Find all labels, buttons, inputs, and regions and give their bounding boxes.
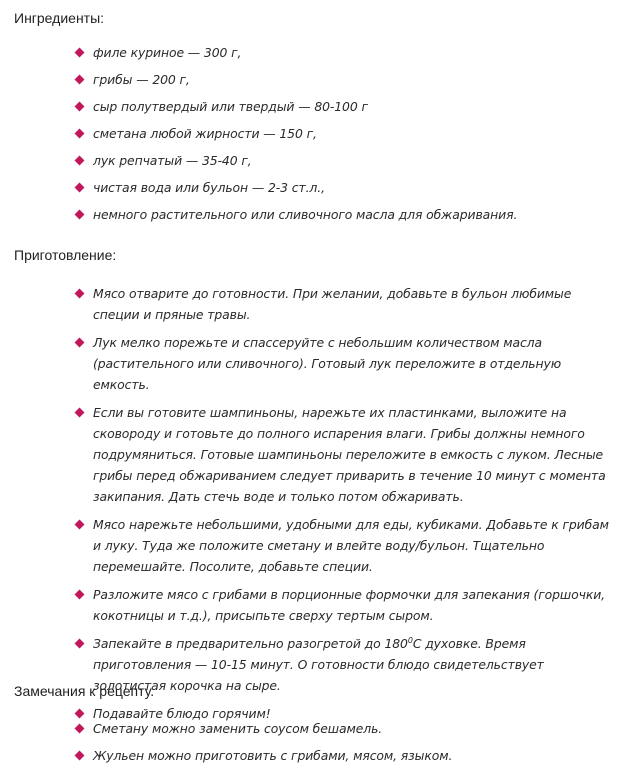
list-item: лук репчатый — 35-40 г, <box>76 150 616 171</box>
diamond-bullet-icon <box>75 751 85 761</box>
diamond-bullet-icon <box>75 75 85 85</box>
list-item: Сметану можно заменить соусом бешамель. <box>76 718 616 739</box>
list-item: немного растительного или сливочного масла для обжаривания. <box>76 204 616 225</box>
diamond-bullet-icon <box>75 724 85 734</box>
ingredients-heading: Ингредиенты: <box>14 10 105 26</box>
list-item: сыр полутвердый или твердый — 80-100 г <box>76 96 616 117</box>
diamond-bullet-icon <box>75 520 85 530</box>
list-item: Подавайте блюдо горячим! <box>76 703 616 724</box>
diamond-bullet-icon <box>75 156 85 166</box>
list-item: сметана любой жирности — 150 г, <box>76 123 616 144</box>
list-item: Если вы готовите шампиньоны, нарежьте их пластинками, выложите на сковороду и готовьте до полного испарения влаги. Грибы должны немного подрумяниться. Готовые шампиньоны переложите в емкость с луком. Лесные грибы перед обжариванием следует приварить в течение 10 минут с момента закипания. Дать стечь воде и только потом обжаривать. <box>76 402 616 507</box>
list-item: филе куриное — 300 г, <box>76 42 616 63</box>
ingredients-list <box>76 42 616 225</box>
list-item: Мясо отварите до готовности. При желании, добавьте в бульон любимые специи и пряные травы. <box>76 283 616 325</box>
list-item: чистая вода или бульон — 2-3 ст.л., <box>76 177 616 198</box>
preparation-steps <box>76 283 616 724</box>
list-item: Запекайте в предварительно разогретой до $180^0С$ духовке. Время приготовления — 10-15 минут. О готовности блюдо свидетельствует золотистая корочка на сыре. <box>76 633 616 696</box>
list-item: грибы — 200 г, <box>76 69 616 90</box>
diamond-bullet-icon <box>75 183 85 193</box>
diamond-bullet-icon <box>75 709 85 719</box>
diamond-bullet-icon <box>75 408 85 418</box>
preparation-heading: Приготовление: <box>14 247 117 263</box>
diamond-bullet-icon <box>75 48 85 58</box>
list-item: Разложите мясо с грибами в порционные формочки для запекания (горшочки, кокотницы и т.д.), присыпьте сверху тертым сыром. <box>76 584 616 626</box>
diamond-bullet-icon <box>75 590 85 600</box>
diamond-bullet-icon <box>75 639 85 649</box>
diamond-bullet-icon <box>75 129 85 139</box>
diamond-bullet-icon <box>75 102 85 112</box>
notes-heading: Замечания к рецепту. <box>14 683 155 699</box>
notes-list <box>76 718 616 766</box>
diamond-bullet-icon <box>75 289 85 299</box>
list-item: Лук мелко порежьте и спассеруйте с небольшим количеством масла (растительного или сливочного). Готовый лук переложите в отдельную емкость. <box>76 332 616 395</box>
list-item: Жульен можно приготовить с грибами, мясом, языком. <box>76 745 616 766</box>
diamond-bullet-icon <box>75 210 85 220</box>
diamond-bullet-icon <box>75 338 85 348</box>
list-item: Мясо нарежьте небольшими, удобными для еды, кубиками. Добавьте к грибам и луку. Туда же положите сметану и влейте воду/бульон. Тщательно перемешайте. Посолите, добавьте специи. <box>76 514 616 577</box>
